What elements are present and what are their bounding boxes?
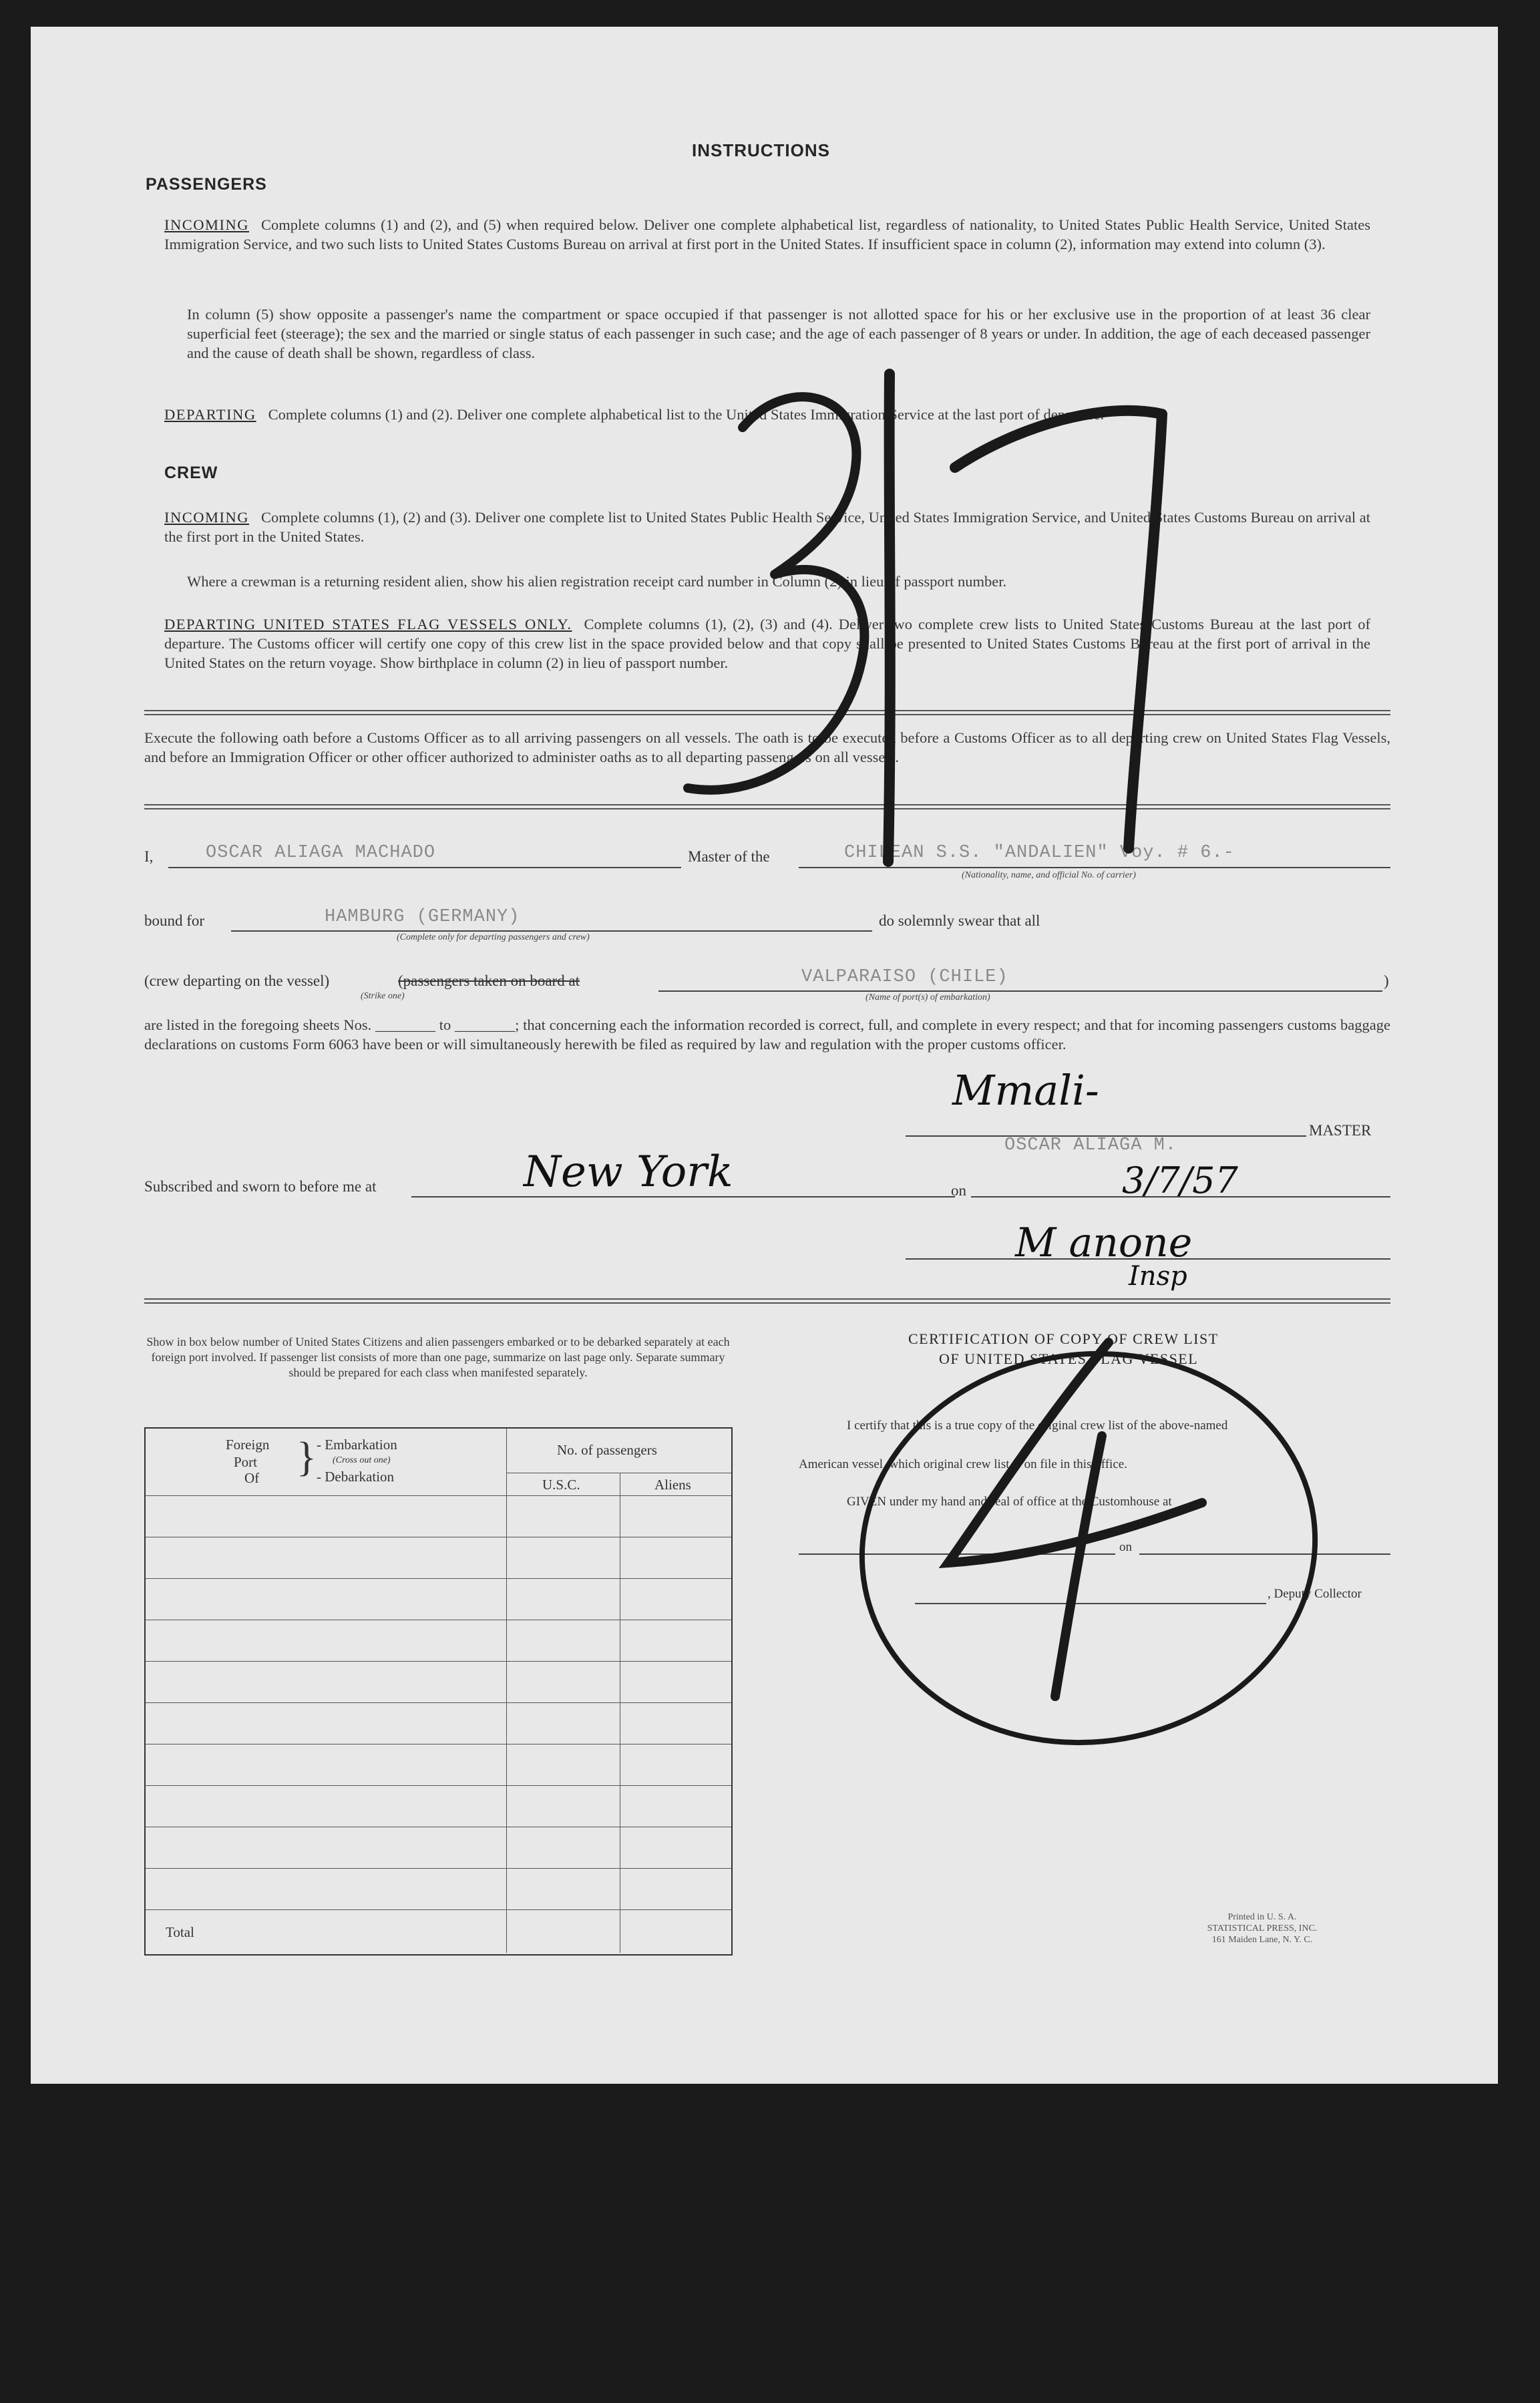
of-label: Of xyxy=(244,1470,260,1486)
crew-departing-option: (crew departing on the vessel) xyxy=(144,972,330,989)
close-paren: ) xyxy=(1384,972,1389,989)
usc-header: U.S.C. xyxy=(542,1477,580,1493)
foreign-label: Foreign xyxy=(226,1437,270,1453)
sworn-date-handwritten: 3/7/57 xyxy=(1122,1159,1238,1202)
certification-given: GIVEN under my hand and seal of office at the Customhouse at xyxy=(847,1495,1172,1509)
solemnly-swear-label: do solemnly swear that all xyxy=(879,912,1040,929)
bound-for-label: bound for xyxy=(144,912,205,929)
debarkation-option: - Debarkation xyxy=(317,1469,395,1485)
passengers-incoming-head: INCOMING xyxy=(164,216,249,233)
embarkation-option: - Embarkation xyxy=(317,1437,397,1453)
passengers-incoming-text: Complete columns (1) and (2), and (5) when required below. Deliver one complete alphabetical list, regardless of nationality, to United States Public Health Service, United States Immigration Service, and two such lists to United States Customs Bureau on arrival at first port in the United States. If insufficient space in column (2), information may extend into column (3). xyxy=(164,216,1370,252)
certification-text-1: I certify that this is a true copy of the original crew list of the above-named xyxy=(847,1419,1228,1433)
master-typed-name: OSCAR ALIAGA M. xyxy=(1004,1135,1177,1155)
brace-glyph: } xyxy=(297,1435,317,1480)
summary-note-text: Show in box below number of United States Citizens and alien passengers embarked or to be debarked separately at each foreign port involved. If passenger list consists of more than one page, summarize on last page only. Separate summary should be prepared for each class when manifested separately. xyxy=(146,1335,730,1379)
passengers-column5-text: In column (5) show opposite a passenger's name the compartment or space occupied if that passenger is not allotted space for his or her exclusive use in the proportion of at least 36 clear superficial feet (steerage); the sex and the married or single status of each passenger in such case; and the age of each passenger of 8 years or under. In addition, the age of each deceased passenger and the cause of death shall be shown, regardless of class. xyxy=(187,306,1370,361)
no-of-passengers-header: No. of passengers xyxy=(557,1442,657,1458)
large-number-mark xyxy=(688,374,1162,862)
oath-intro-text: Execute the following oath before a Customs Officer as to all arriving passengers on all vessels. The oath is to be executed before a Customs Officer as to all departing crew on United States Flag Vessels, and before an Immigration Officer or other officer authorized to administer oaths as to all departing passengers on all vessels. xyxy=(144,729,1390,765)
crew-incoming-text: Complete columns (1), (2) and (3). Deliver one complete list to United States Public Health Service, United States Immigration Service, and United States Customs Bureau on arrival at the first port in the United States. xyxy=(164,509,1370,545)
certification-title-1: CERTIFICATION OF COPY OF CREW LIST xyxy=(908,1330,1219,1347)
crew-departing-head: DEPARTING UNITED STATES FLAG VESSELS ONLY. xyxy=(164,616,572,632)
officer-title: Insp xyxy=(1129,1261,1187,1292)
large-number-annotation: 317 xyxy=(895,796,905,803)
sworn-place-handwritten: New York xyxy=(524,1147,733,1197)
certification-title-2: OF UNITED STATES FLAG VESSEL xyxy=(939,1350,1199,1367)
port-label: Port xyxy=(234,1454,258,1470)
crew-heading: CREW xyxy=(164,464,218,482)
printer-line-1: Printed in U. S. A. xyxy=(1227,1912,1297,1922)
embarkation-port-typed: VALPARAISO (CHILE) xyxy=(801,967,1008,987)
crew-incoming-head: INCOMING xyxy=(164,509,249,526)
passengers-departing-text: Complete columns (1) and (2). Deliver one complete alphabetical list to the United States Immigration Service at the last port of departure. xyxy=(268,406,1105,423)
passengers-heading: PASSENGERS xyxy=(146,175,267,194)
listed-sheets-text: are listed in the foregoing sheets Nos. ________ to ________; that concerning each the information recorded is correct, full, and complete in every respect; and that for incoming passengers customs baggage declarations on customs Form 6063 have been or will simultaneously herewith be filed as required by law and regulation with the proper customs officer. xyxy=(144,1016,1390,1053)
master-name-typed: OSCAR ALIAGA MACHADO xyxy=(206,843,436,863)
bound-for-typed: HAMBURG (GERMANY) xyxy=(325,907,520,927)
circled-number-mark xyxy=(837,1325,1340,1772)
certification-text-2: American vessel, which original crew list is on file in this office. xyxy=(799,1457,1127,1471)
deputy-collector-label: , Deputy Collector xyxy=(1268,1587,1362,1601)
aliens-header: Aliens xyxy=(654,1477,691,1493)
strike-one-caption: (Strike one) xyxy=(361,991,405,1001)
master-signature: Mmali- xyxy=(952,1066,1099,1115)
circled-number-annotation: 4 xyxy=(1089,1543,1092,1550)
bound-for-caption: (Complete only for departing passengers and crew) xyxy=(397,932,590,942)
crew-departing-text: Complete columns (1), (2), (3) and (4). Deliver two complete crew lists to United States Customs Bureau at the last port of departure. The Customs officer will certify one copy of this crew list in the space provided below and that copy shall be presented to United States Customs Bureau at the first port of arrival in the United States on the return voyage. Show birthplace in column (2) in lieu of passport number. xyxy=(164,616,1370,671)
cross-out-caption: (Cross out one) xyxy=(333,1455,391,1465)
subscribed-sworn-label: Subscribed and sworn to before me at xyxy=(144,1178,377,1195)
passengers-departing-head: DEPARTING xyxy=(164,406,256,423)
printer-line-2: STATISTICAL PRESS, INC. xyxy=(1207,1923,1318,1933)
vessel-caption: (Nationality, name, and official No. of carrier) xyxy=(962,870,1136,880)
master-of-the-label: Master of the xyxy=(688,848,770,865)
master-label: MASTER xyxy=(1309,1122,1372,1139)
embarkation-port-caption: (Name of port(s) of embarkation) xyxy=(865,992,990,1002)
officer-signature: M anone xyxy=(1015,1220,1193,1266)
printer-line-3: 161 Maiden Lane, N. Y. C. xyxy=(1211,1935,1313,1945)
page-title: INSTRUCTIONS xyxy=(692,140,830,160)
vessel-typed: CHILEAN S.S. "ANDALIEN" Voy. # 6.- xyxy=(844,843,1235,863)
crew-resident-text: Where a crewman is a returning resident alien, show his alien registration receipt card number in Column (2) in lieu of passport number. xyxy=(187,573,1007,590)
certification-on-label: on xyxy=(1119,1540,1132,1554)
total-label: Total xyxy=(166,1924,194,1940)
passengers-taken-option: (passengers taken on board at xyxy=(398,972,580,989)
sworn-on-label: on xyxy=(951,1182,966,1199)
oath-i-label: I, xyxy=(144,848,154,865)
